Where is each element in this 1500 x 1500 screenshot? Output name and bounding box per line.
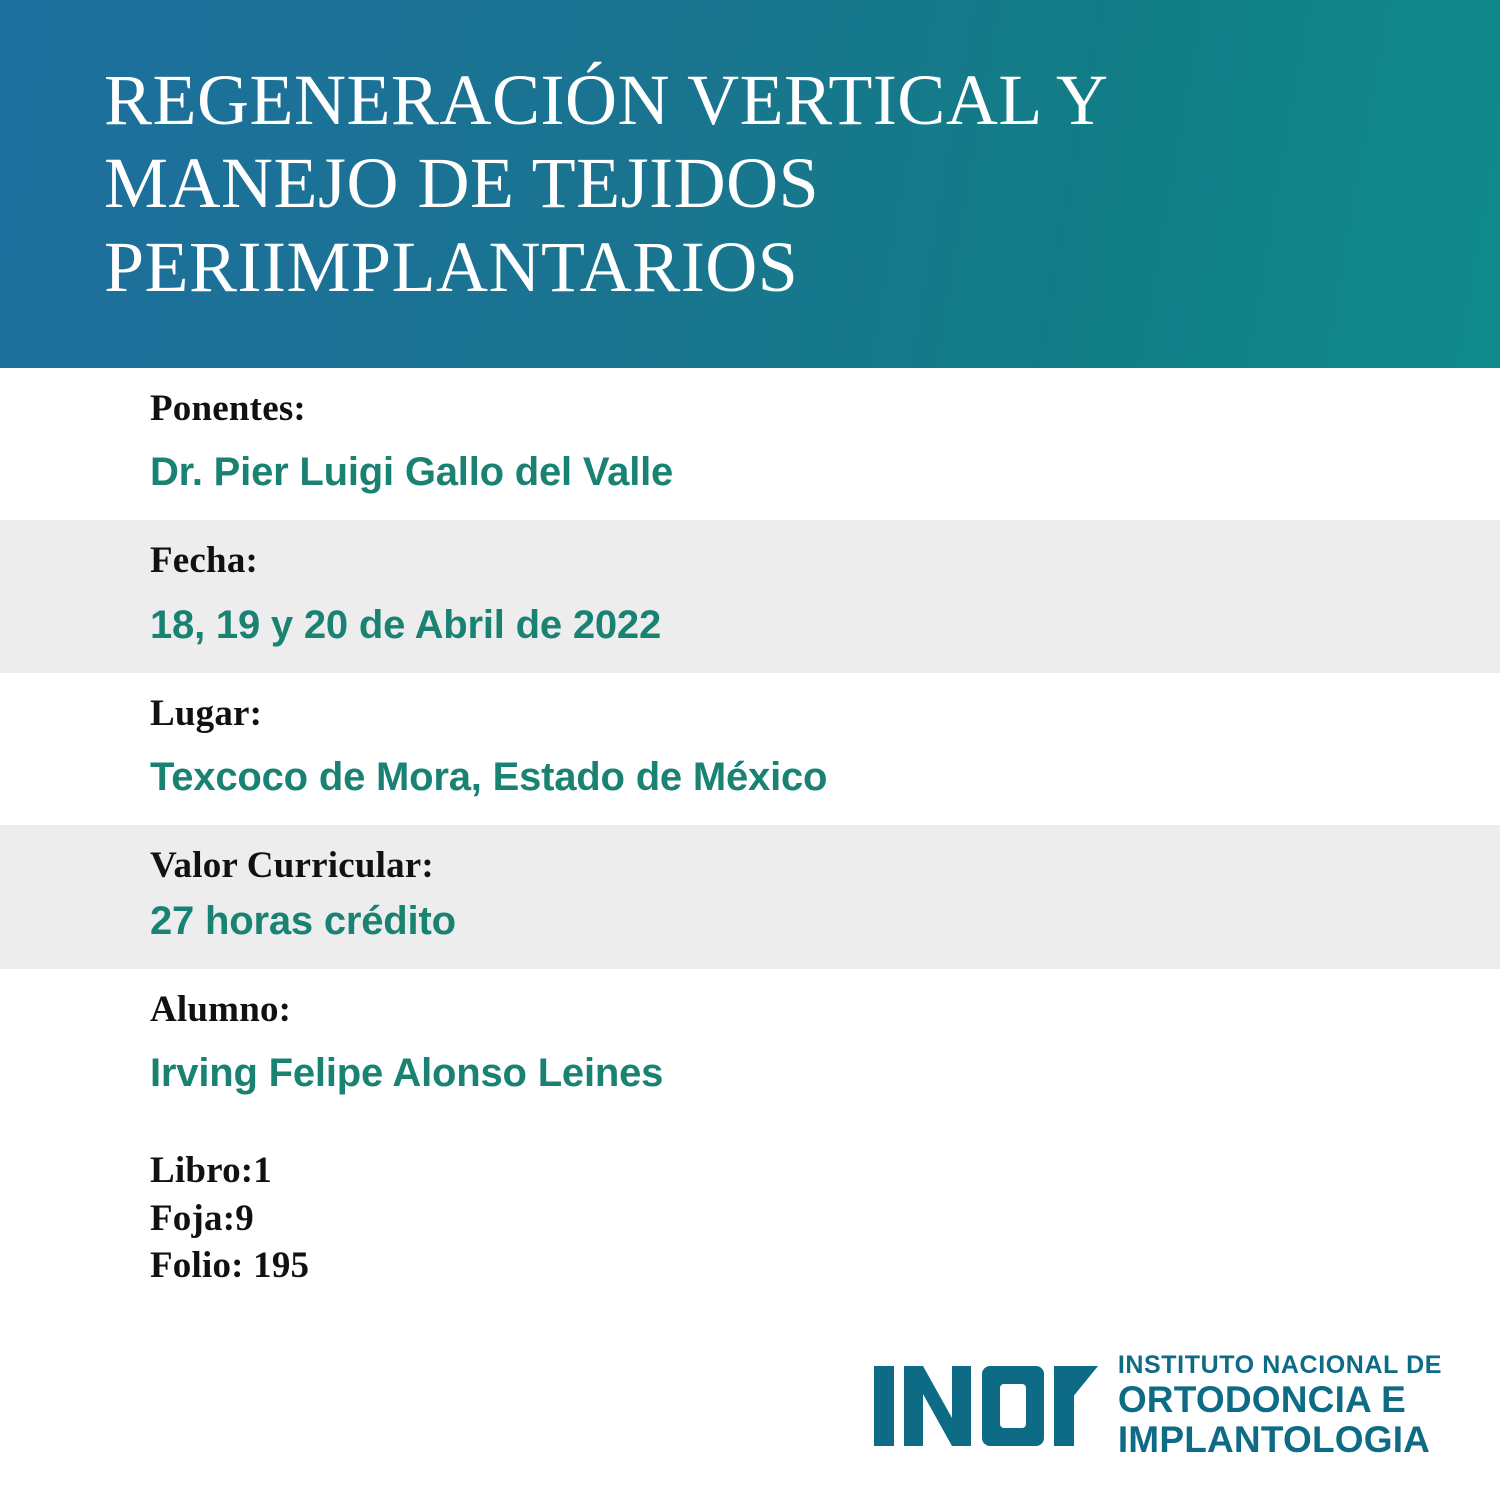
- field-value-valor-curricular: 27 horas crédito: [150, 899, 456, 943]
- logo-line-3: IMPLANTOLOGIA: [1117, 1419, 1431, 1460]
- field-value-ponentes: Dr. Pier Luigi Gallo del Valle: [150, 450, 674, 495]
- header-banner: [0, 0, 1500, 368]
- field-label-valor-curricular: Valor Curricular:: [150, 844, 434, 886]
- field-value-lugar: Texcoco de Mora, Estado de México: [150, 754, 828, 799]
- inoi-logo-icon: [872, 1358, 1100, 1454]
- registry-folio: Folio: 195: [150, 1244, 310, 1286]
- logo-line-2: ORTODONCIA E: [1117, 1379, 1406, 1420]
- field-row-valor-curricular: [0, 825, 1500, 969]
- details-area: [0, 368, 1500, 1289]
- registry-libro: Libro:1: [150, 1150, 273, 1192]
- registry-foja: Foja:9: [150, 1197, 254, 1239]
- field-row-lugar: [0, 673, 1500, 825]
- logo-line-1: INSTITUTO NACIONAL DE: [1117, 1351, 1442, 1379]
- institution-logo: [872, 1353, 1442, 1458]
- field-label-lugar: Lugar:: [150, 692, 263, 734]
- field-row-fecha: [0, 520, 1500, 672]
- field-row-alumno: [0, 969, 1500, 1121]
- field-label-alumno: Alumno:: [150, 989, 292, 1030]
- page-title: REGENERACIÓN VERTICAL Y MANEJO DE TEJIDOS PERIIMPLANTARIOS: [104, 59, 1106, 307]
- field-label-ponentes: Ponentes:: [150, 388, 306, 429]
- field-row-ponentes: [0, 368, 1500, 520]
- field-label-fecha: Fecha:: [150, 540, 259, 582]
- field-value-alumno: Irving Felipe Alonso Leines: [150, 1051, 664, 1096]
- registry-block: [0, 1121, 1500, 1289]
- field-value-fecha: 18, 19 y 20 de Abril de 2022: [150, 602, 662, 647]
- logo-wordmark: [1118, 1353, 1442, 1458]
